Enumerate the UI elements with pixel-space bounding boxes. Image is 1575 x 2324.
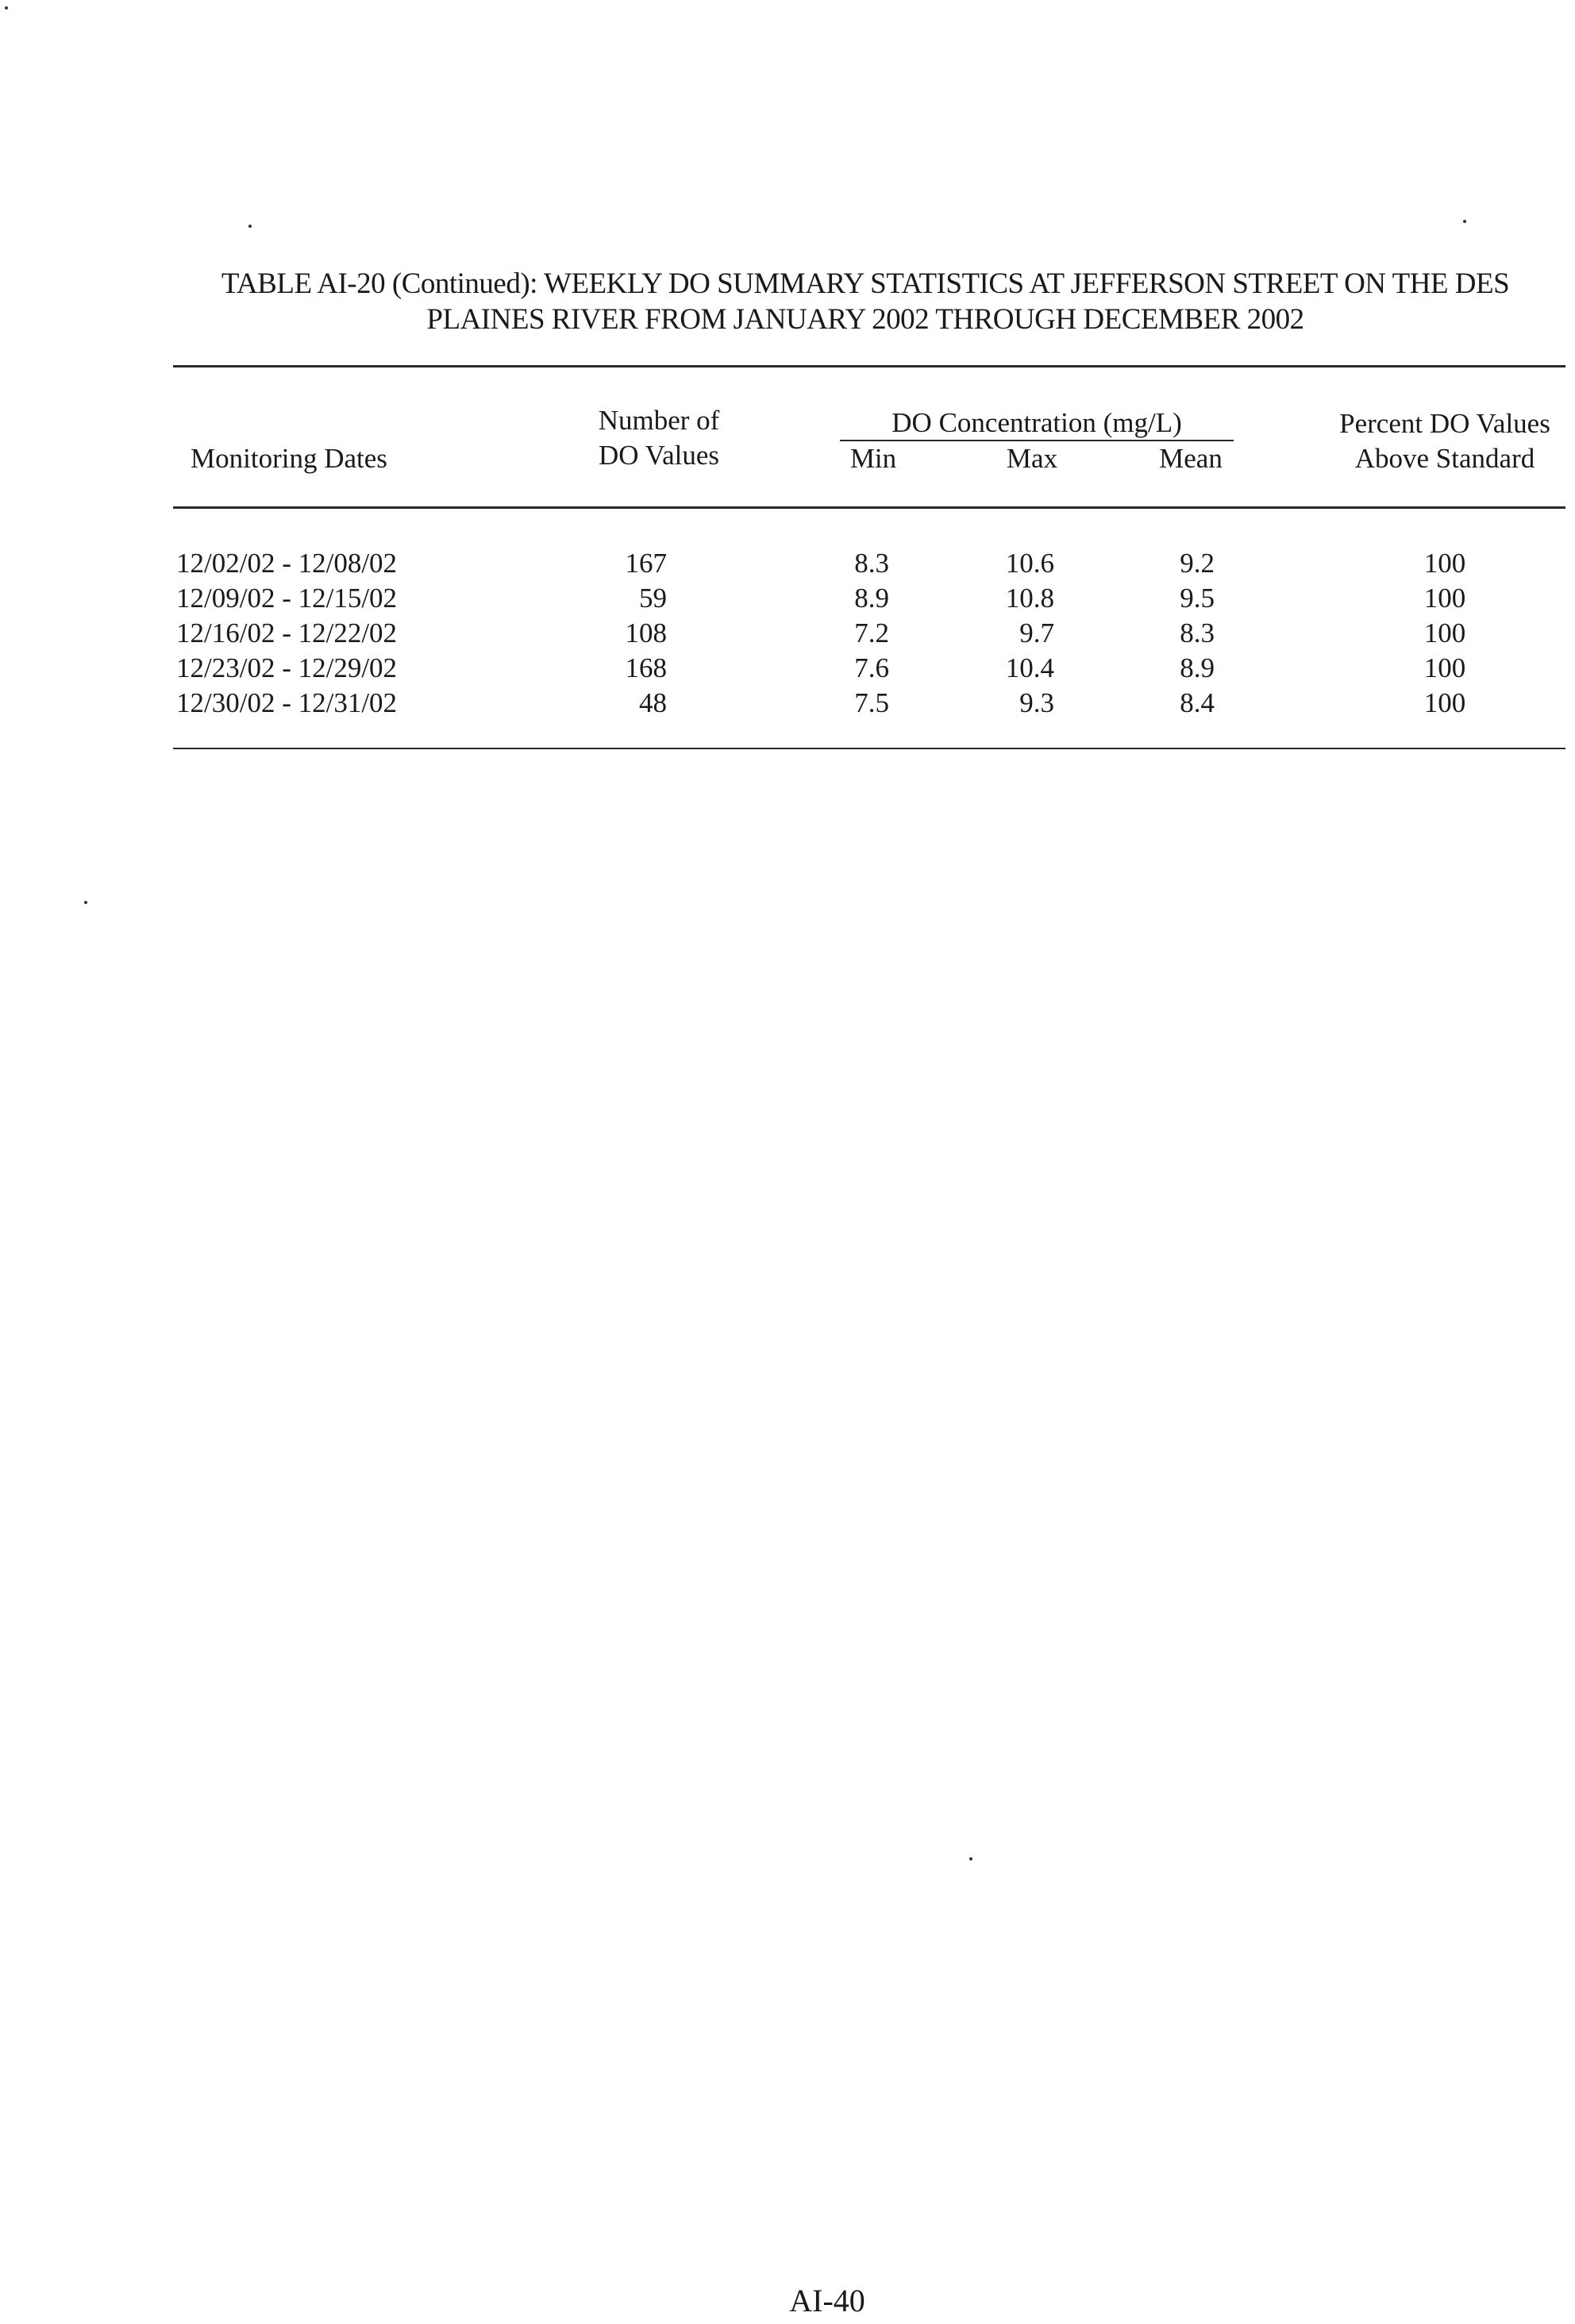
header-min: Min [849, 443, 897, 474]
cell-percent: 100 [1423, 548, 1466, 579]
header-number-of: Number of [598, 405, 720, 436]
cell-dates: 12/30/02 - 12/31/02 [176, 687, 398, 718]
table-bottom-rule [173, 748, 1565, 749]
scan-speck [84, 901, 87, 904]
table-row [176, 616, 397, 651]
cell-percent: 100 [1423, 652, 1466, 683]
scan-speck [1463, 220, 1466, 223]
cell-mean: 9.2 [1180, 548, 1215, 579]
cell-count: 108 [625, 618, 667, 648]
cell-min: 8.3 [854, 548, 889, 579]
header-monitoring-dates: Monitoring Dates [191, 443, 387, 474]
table-title [159, 266, 1572, 337]
cell-mean: 8.9 [1180, 652, 1215, 683]
table-row [176, 546, 397, 581]
cell-count: 48 [639, 687, 667, 718]
header-bottom-rule [173, 506, 1565, 509]
cell-mean: 8.3 [1180, 618, 1215, 648]
header-do-values: DO Values [599, 440, 719, 471]
cell-dates: 12/09/02 - 12/15/02 [176, 583, 398, 614]
header-do-concentration: DO Concentration (mg/L) [840, 406, 1234, 441]
cell-count: 59 [639, 583, 667, 614]
cell-min: 7.2 [854, 618, 889, 648]
scan-speck [248, 225, 252, 228]
cell-max: 10.8 [1005, 583, 1054, 614]
header-max: Max [1006, 443, 1058, 474]
cell-mean: 8.4 [1180, 687, 1215, 718]
table-row [176, 651, 397, 686]
cell-count: 167 [625, 548, 667, 579]
cell-percent: 100 [1423, 687, 1466, 718]
header-mean: Mean [1159, 443, 1223, 474]
cell-min: 7.5 [854, 687, 889, 718]
header-above-standard: Above Standard [1354, 443, 1535, 474]
table-top-rule [173, 365, 1565, 367]
cell-min: 7.6 [854, 652, 889, 683]
cell-dates: 12/02/02 - 12/08/02 [176, 548, 398, 579]
cell-max: 10.6 [1005, 548, 1054, 579]
cell-min: 8.9 [854, 583, 889, 614]
page-number: AI-40 [789, 2283, 865, 2318]
cell-dates: 12/23/02 - 12/29/02 [176, 652, 398, 683]
table-title-line1: TABLE AI-20 (Continued): WEEKLY DO SUMMARY STATISTICS AT JEFFERSON STREET ON THE DES [221, 267, 1510, 300]
cell-max: 9.7 [1019, 618, 1054, 648]
scan-speck [969, 1857, 972, 1860]
cell-percent: 100 [1423, 583, 1466, 614]
cell-count: 168 [625, 652, 667, 683]
table-row [176, 581, 397, 616]
table-row [176, 686, 397, 721]
scan-speck [5, 6, 8, 10]
cell-percent: 100 [1423, 618, 1466, 648]
cell-mean: 9.5 [1180, 583, 1215, 614]
cell-dates: 12/16/02 - 12/22/02 [176, 618, 398, 648]
header-percent-do-values: Percent DO Values [1339, 408, 1550, 439]
cell-max: 10.4 [1005, 652, 1054, 683]
table-title-line2: PLAINES RIVER FROM JANUARY 2002 THROUGH DECEMBER 2002 [426, 303, 1304, 336]
cell-max: 9.3 [1019, 687, 1054, 718]
